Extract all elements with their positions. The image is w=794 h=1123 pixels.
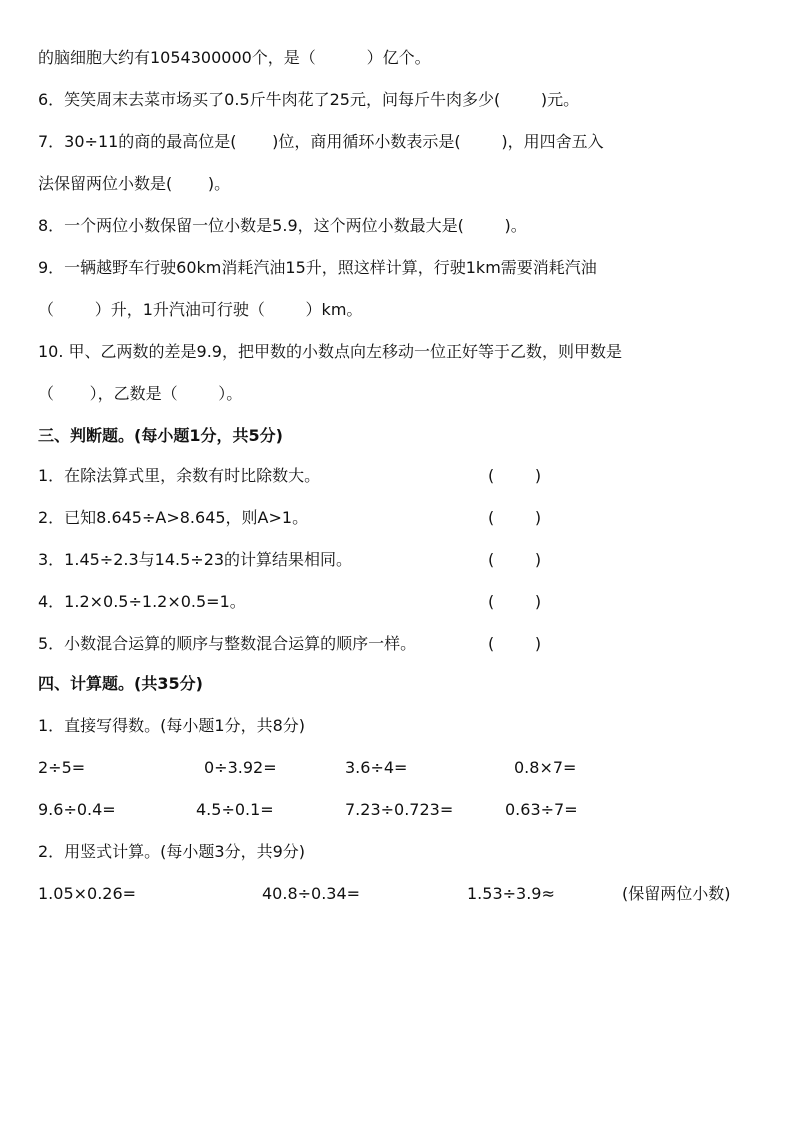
question-10-line-2: （ ），乙数是（ ）。: [38, 384, 243, 403]
q5-tail: 的脑细胞大约有1054300000个，是（ ）亿个。: [38, 48, 431, 67]
question-10-line-1: 10. 甲、乙两数的差是9.9，把甲数的小数点向左移动一位正好等于乙数，则甲数是: [38, 342, 622, 361]
judge-item-1: 1．在除法算式里，余数有时比除数大。: [38, 466, 321, 485]
judge-section-heading: 三、判断题。(每小题1分，共5分): [38, 426, 283, 445]
calc-item: 4.5÷0.1=: [196, 800, 274, 819]
calc-item: 9.6÷0.4=: [38, 800, 116, 819]
question-9-line-1: 9．一辆越野车行驶60km消耗汽油15升，照这样计算，行驶1km需要消耗汽油: [38, 258, 597, 277]
judge-item-2: 2．已知8.645÷A>8.645，则A>1。: [38, 508, 309, 527]
judge-answer-paren-1: ( ): [488, 466, 542, 485]
calc-sub-heading-1: 1．直接写得数。(每小题1分，共8分): [38, 716, 306, 735]
calc-item: 0÷3.92=: [204, 758, 277, 777]
question-7-line-1: 7．30÷11的商的最高位是( )位，商用循环小数表示是( )，用四舍五入: [38, 132, 604, 151]
judge-answer-paren-2: ( ): [488, 508, 542, 527]
judge-answer-paren-4: ( ): [488, 592, 542, 611]
question-9-line-2: （ ）升，1升汽油可行驶（ ）km。: [38, 300, 363, 319]
calc-note: (保留两位小数): [622, 884, 731, 903]
calc-item: 7.23÷0.723=: [345, 800, 454, 819]
judge-answer-paren-3: ( ): [488, 550, 542, 569]
question-6: 6．笑笑周末去菜市场买了0.5斤牛肉花了25元，问每斤牛肉多少( )元。: [38, 90, 580, 109]
calc-item: 1.53÷3.9≈: [467, 884, 555, 903]
calc-item: 0.8×7=: [514, 758, 577, 777]
calc-section-heading: 四、计算题。(共35分): [38, 674, 203, 693]
question-8: 8．一个两位小数保留一位小数是5.9，这个两位小数最大是( )。: [38, 216, 527, 235]
calc-item: 0.63÷7=: [505, 800, 578, 819]
judge-item-3: 3．1.45÷2.3与14.5÷23的计算结果相同。: [38, 550, 353, 569]
calc-item: 40.8÷0.34=: [262, 884, 361, 903]
judge-item-4: 4．1.2×0.5÷1.2×0.5=1。: [38, 592, 246, 611]
calc-item: 1.05×0.26=: [38, 884, 137, 903]
judge-answer-paren-5: ( ): [488, 634, 542, 653]
calc-item: 3.6÷4=: [345, 758, 408, 777]
question-7-line-2: 法保留两位小数是( )。: [38, 174, 231, 193]
calc-sub-heading-2: 2．用竖式计算。(每小题3分，共9分): [38, 842, 306, 861]
judge-item-5: 5．小数混合运算的顺序与整数混合运算的顺序一样。: [38, 634, 417, 653]
calc-item: 2÷5=: [38, 758, 86, 777]
